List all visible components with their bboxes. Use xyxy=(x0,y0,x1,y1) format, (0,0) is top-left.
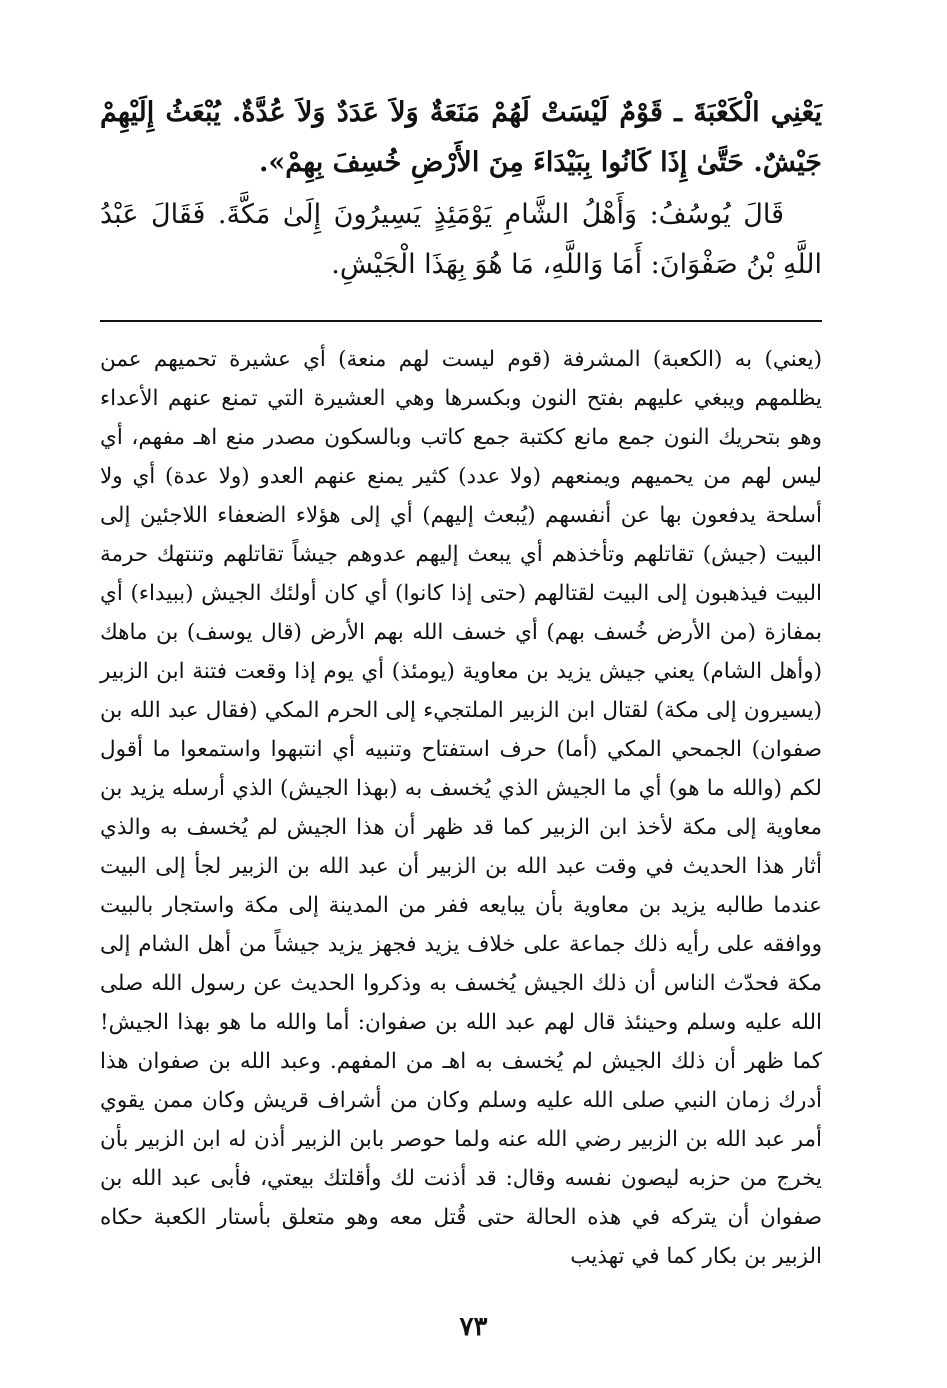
hadith-sentence-2: قَالَ يُوسُفُ: وَأَهْلُ الشَّامِ يَوْمَئِذٍ يَسِيرُونَ إِلَىٰ مَكَّةَ. فَقَالَ عَبْدُ اللَّهِ بْنُ صَفْوَانَ: أَمَا وَاللَّهِ، مَا هُوَ بِهَذَا الْجَيْشِ. xyxy=(100,199,822,280)
commentary-paragraph: (يعني) به (الكعبة) المشرفة (قوم ليست لهم منعة) أي عشيرة تحميهم عمن يظلمهم ويبغي عليهم بفتح النون وبكسرها وهي العشيرة التي تمنع عنهم الأعداء وهو بتحريك النون جمع مانع ككتبة جمع كاتب وبالسكون مصدر منع اهـ مفهم، أي ليس لهم من يحميهم ويمنعهم (ولا عدد) كثير يمنع عنهم العدو (ولا عدة) أي ولا أسلحة يدفعون بها عن أنفسهم (يُبعث إليهم) أي إلى هؤلاء الضعفاء اللاجئين إلى البيت (جيش) تقاتلهم وتأخذهم أي يبعث إليهم عدوهم جيشاً تقاتلهم وتنتهك حرمة البيت فيذهبون إلى البيت لقتالهم (حتى إذا كانوا) أي كان أولئك الجيش (ببيداء) أي بمفازة (من الأرض خُسف بهم) أي خسف الله بهم الأرض (قال يوسف) بن ماهك (وأهل الشام) يعني جيش يزيد بن معاوية (يومئذ) أي يوم إذا وقعت فتنة ابن الزبير (يسيرون إلى مكة) لقتال ابن الزبير الملتجيء إلى الحرم المكي (فقال عبد الله بن صفوان) الجمحي المكي (أما) حرف استفتاح وتنبيه أي انتبهوا واستمعوا ما أقول لكم (والله ما هو) أي ما الجيش الذي يُخسف به (بهذا الجيش) الذي أرسله يزيد بن معاوية إلى مكة لأخذ ابن الزبير كما قد ظهر أن هذا الجيش لم يُخسف به والذي أثار هذا الحديث في وقت عبد الله بن الزبير أن عبد الله بن الزبير لجأ إلى البيت عندما طالبه يزيد بن معاوية بأن يبايعه ففر من المدينة إلى مكة واستجار بالبيت ووافقه على رأيه ذلك جماعة على خلاف يزيد فجهز يزيد جيشاً من أهل الشام إلى مكة فحدّث الناس أن ذلك الجيش يُخسف به وذكروا الحديث عن رسول الله صلى الله عليه وسلم وحينئذ قال لهم عبد الله بن صفوان: أما والله ما هو بهذا الجيش! كما ظهر أن ذلك الجيش لم يُخسف به اهـ من المفهم. وعبد الله بن صفوان هذا أدرك زمان النبي صلى الله عليه وسلم وكان من أشراف قريش وكان ممن يقوي أمر عبد الله بن الزبير رضي الله عنه ولما حوصر بابن الزبير أذن له ابن الزبير بأن يخرج من حزبه ليصون نفسه وقال: قد أذنت لك وأقلتك بيعتي، فأبى عبد الله بن صفوان أن يتركه في هذه الحالة حتى قُتل معه وهو متعلق بأستار الكعبة حكاه الزبير بن بكار كما في تهذيب xyxy=(100,347,822,1269)
footnote-divider xyxy=(100,320,822,322)
page xyxy=(100,88,822,1269)
commentary-text xyxy=(100,340,822,1276)
hadith-text xyxy=(100,88,822,290)
hadith-sentence-1: يَعْنِي الْكَعْبَةَ ـ قَوْمٌ لَيْسَتْ لَهُمْ مَنَعَةٌ وَلاَ عَدَدٌ وَلاَ عُدَّةٌ. يُبْعَثُ إِلَيْهِمْ جَيْشٌ. حَتَّىٰ إِذَا كَانُوا بِبَيْدَاءَ مِنَ الأَرْضِ خُسِفَ بِهِمْ». xyxy=(100,97,822,178)
page-number: ٧٣ xyxy=(459,1312,488,1342)
